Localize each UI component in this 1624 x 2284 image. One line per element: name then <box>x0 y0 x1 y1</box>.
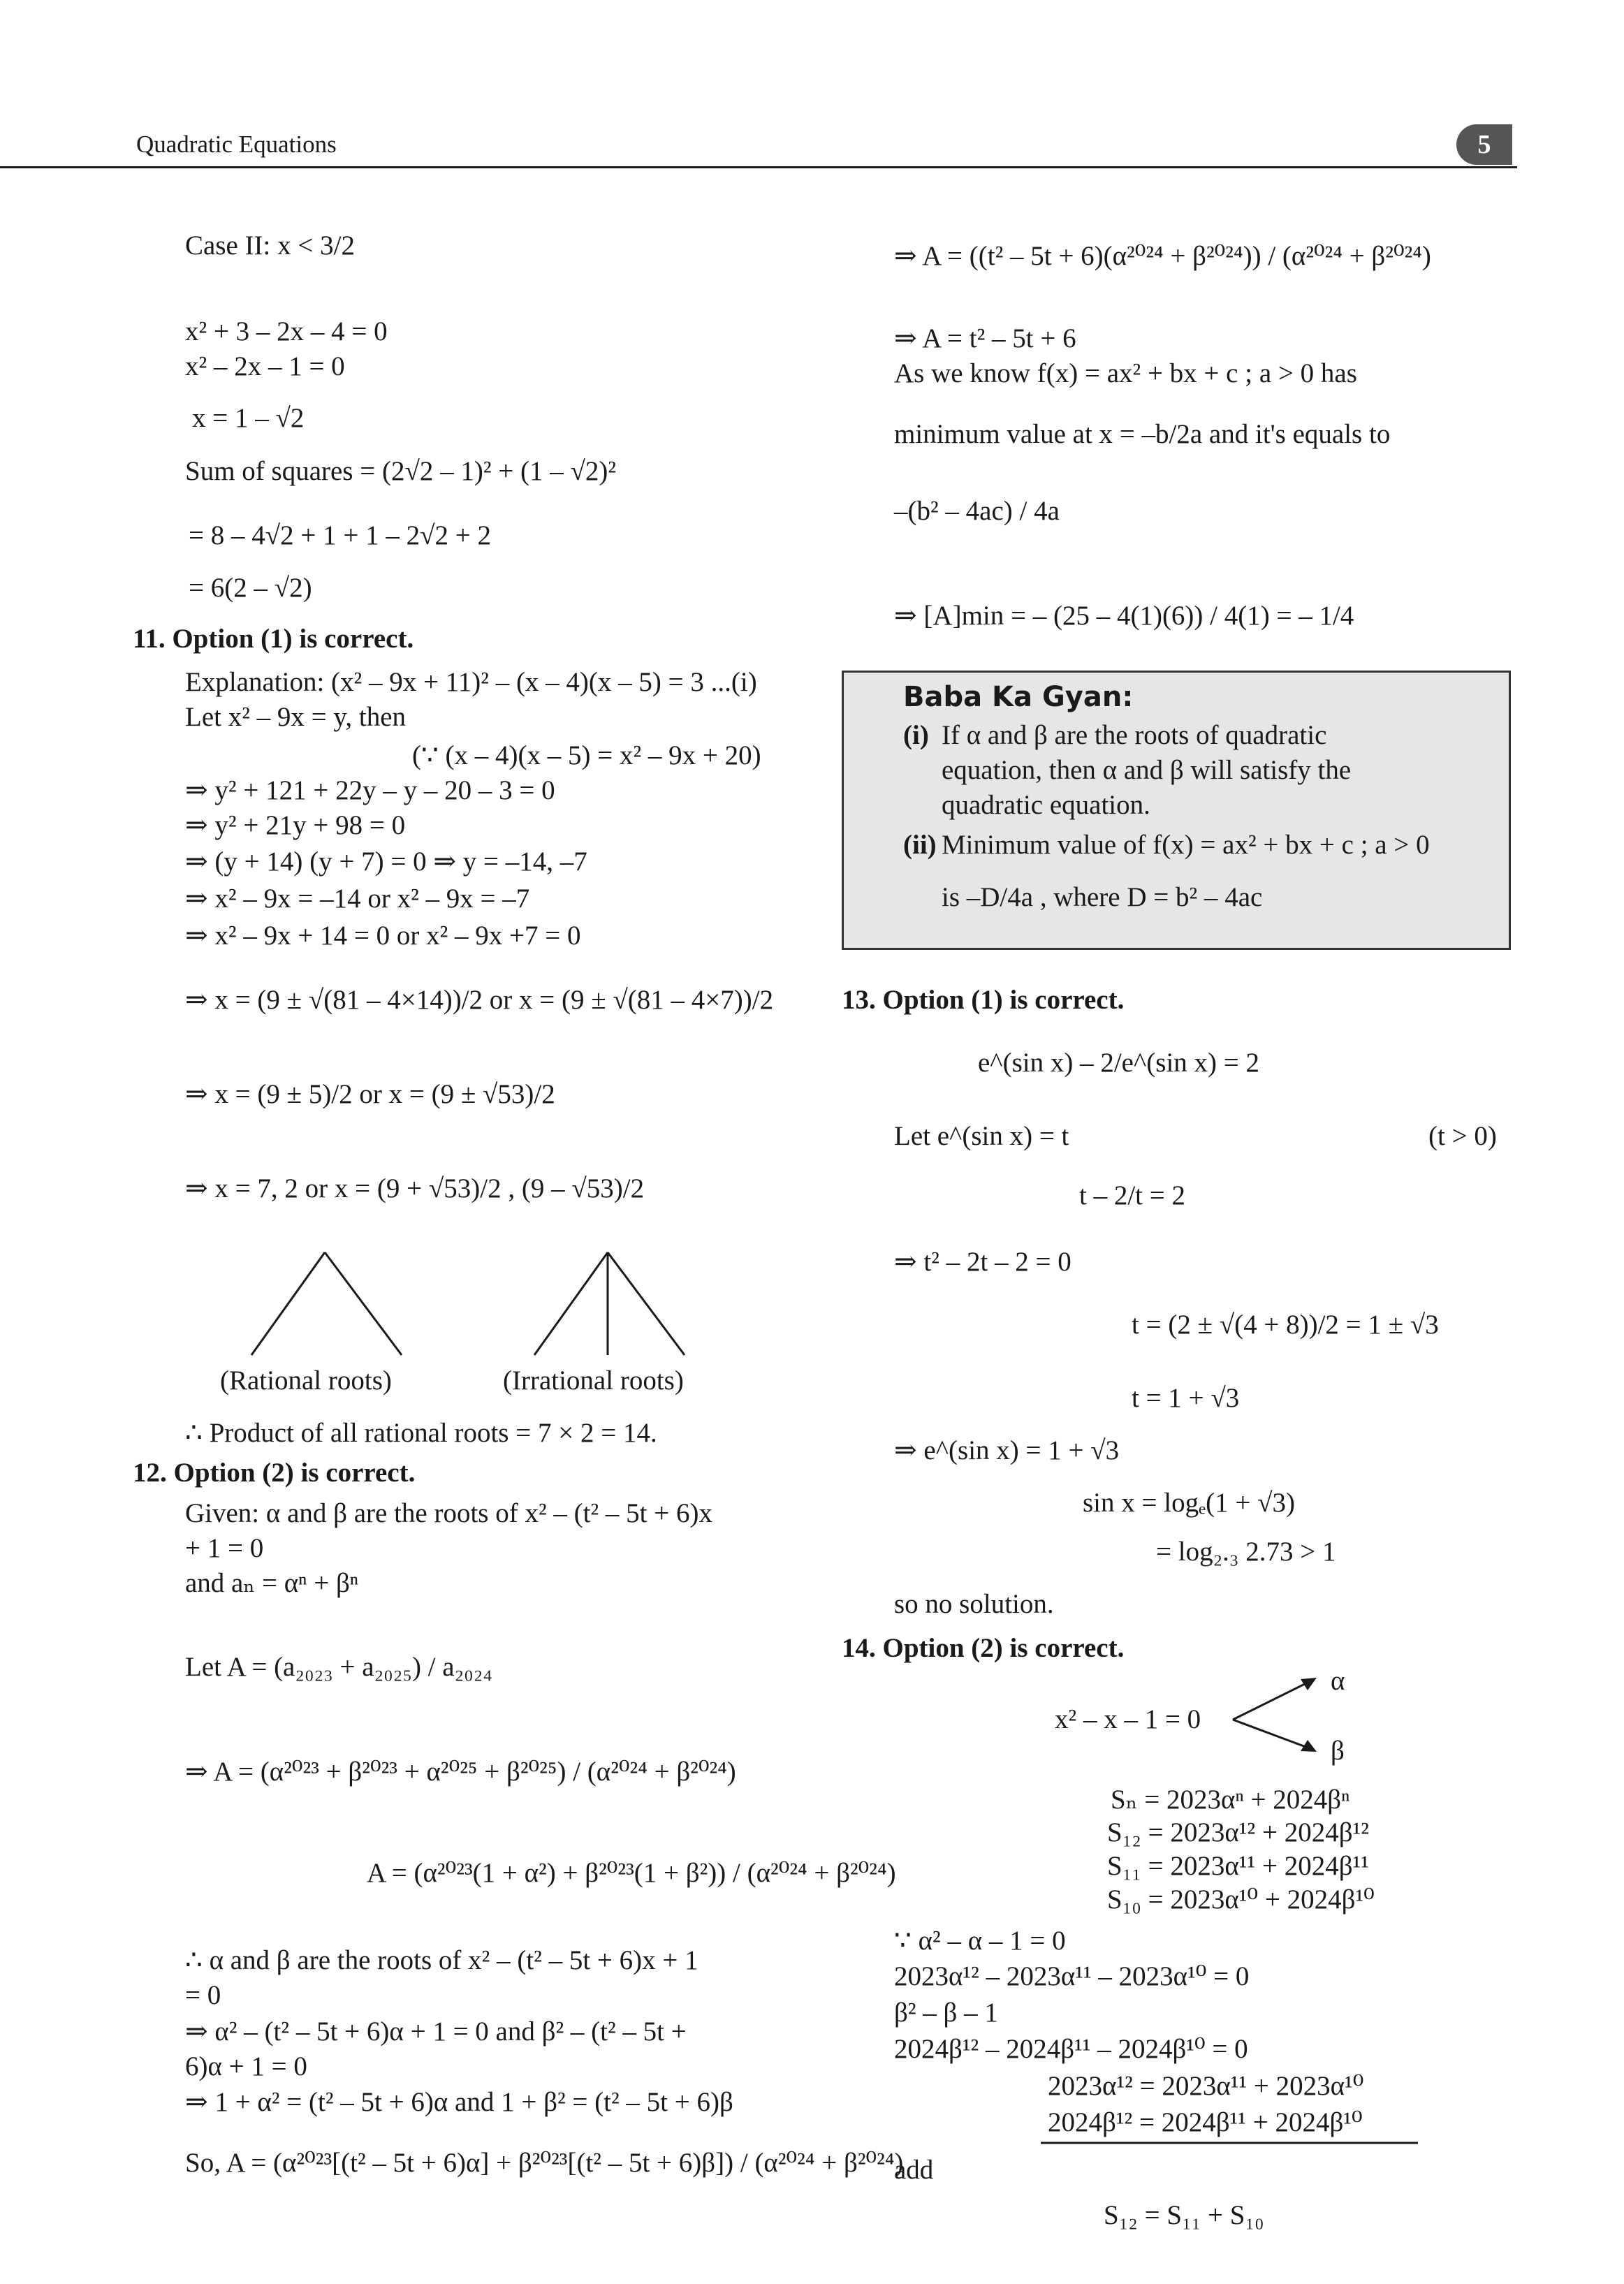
right-line-r01: ⇒ A = ((t² – 5t + 6)(α²⁰²⁴ + β²⁰²⁴)) / (α²⁰²⁴ + β²⁰²⁴) <box>894 241 1431 271</box>
right-line-r23: Sₙ = 2023αⁿ + 2024βⁿ <box>1111 1785 1350 1815</box>
right-line-r27: ∵ α² – α – 1 = 0 <box>894 1926 1066 1956</box>
right-line-r05: –(b² – 4ac) / 4a <box>894 496 1060 526</box>
right-line-r33: add <box>894 2155 934 2185</box>
right-line-r32: 2024β¹² = 2024β¹¹ + 2024β¹⁰ <box>1048 2107 1363 2137</box>
right-line-r12: ⇒ t² – 2t – 2 = 0 <box>894 1247 1071 1277</box>
gyan-item2-line2: is –D/4a , where D = b² – 4ac <box>942 882 1263 912</box>
gyan-item1-label: (i) <box>903 720 929 750</box>
left-line-l11: (∵ (x – 4)(x – 5) = x² – 9x + 20) <box>412 740 761 770</box>
left-line-l06: = 8 – 4√2 + 1 + 1 – 2√2 + 2 <box>189 520 492 550</box>
right-line-r10: (t > 0) <box>1428 1121 1497 1151</box>
right-line-r20: α <box>1331 1666 1345 1696</box>
gyan-title: Baba Ka Gyan: <box>903 681 1134 713</box>
right-line-r02: ⇒ A = t² – 5t + 6 <box>894 323 1076 353</box>
left-line-l08: 11. Option (1) is correct. <box>133 624 414 654</box>
gyan-item2-label: (ii) <box>903 830 937 860</box>
left-line-l12: ⇒ y² + 121 + 22y – y – 20 – 3 = 0 <box>185 775 555 805</box>
left-line-l07: = 6(2 – √2) <box>189 573 312 603</box>
left-line-l18: ⇒ x = (9 ± 5)/2 or x = (9 ± √53)/2 <box>185 1079 555 1109</box>
left-line-l21: (Irrational roots) <box>503 1366 684 1396</box>
gyan-item1-line1: If α and β are the roots of quadratic <box>942 720 1327 750</box>
right-line-r07: 13. Option (1) is correct. <box>842 985 1125 1015</box>
right-line-r16: sin x = logₑ(1 + √3) <box>1083 1488 1295 1518</box>
page-number-badge: 5 <box>1456 124 1512 165</box>
running-header-title: Quadratic Equations <box>136 131 337 158</box>
left-line-l02: x² + 3 – 2x – 4 = 0 <box>185 316 388 346</box>
left-line-l17: ⇒ x = (9 ± √(81 – 4×14))/2 or x = (9 ± √(81 – 4×7))/2 <box>185 985 774 1015</box>
baba-ka-gyan-box <box>842 671 1511 950</box>
left-line-l03: x² – 2x – 1 = 0 <box>185 351 345 381</box>
left-line-l15: ⇒ x² – 9x = –14 or x² – 9x = –7 <box>185 884 530 914</box>
left-line-l14: ⇒ (y + 14) (y + 7) = 0 ⇒ y = –14, –7 <box>185 847 587 877</box>
left-line-l23: 12. Option (2) is correct. <box>133 1458 416 1488</box>
right-line-r34: S₁₂ = S₁₁ + S₁₀ <box>1104 2200 1264 2230</box>
right-line-r26: S₁₀ = 2023α¹⁰ + 2024β¹⁰ <box>1107 1884 1375 1915</box>
right-line-r08: e^(sin x) – 2/e^(sin x) = 2 <box>978 1048 1260 1078</box>
left-line-l10: Let x² – 9x = y, then <box>185 702 407 732</box>
left-line-l13: ⇒ y² + 21y + 98 = 0 <box>185 810 406 840</box>
right-line-r24: S₁₂ = 2023α¹² + 2024β¹² <box>1107 1817 1369 1847</box>
right-line-r25: S₁₁ = 2023α¹¹ + 2024β¹¹ <box>1107 1851 1369 1881</box>
right-line-r15: ⇒ e^(sin x) = 1 + √3 <box>894 1435 1120 1465</box>
left-line-l25: + 1 = 0 <box>185 1533 264 1563</box>
right-line-r09: Let e^(sin x) = t <box>894 1121 1069 1151</box>
right-line-r06: ⇒ [A]min = – (25 – 4(1)(6)) / 4(1) = – 1/4 <box>894 601 1354 631</box>
left-line-l22: ∴ Product of all rational roots = 7 × 2 = 14. <box>185 1418 657 1448</box>
right-line-r28: 2023α¹² – 2023α¹¹ – 2023α¹⁰ = 0 <box>894 1961 1250 1991</box>
right-line-r30: 2024β¹² – 2024β¹¹ – 2024β¹⁰ = 0 <box>894 2034 1248 2064</box>
left-line-l28: ⇒ A = (α²⁰²³ + β²⁰²³ + α²⁰²⁵ + β²⁰²⁵) / (α²⁰²⁴ + β²⁰²⁴) <box>185 1757 736 1787</box>
left-line-l09: Explanation: (x² – 9x + 11)² – (x – 4)(x – 5) = 3 ...(i) <box>185 667 757 697</box>
left-line-l19: ⇒ x = 7, 2 or x = (9 + √53)/2 , (9 – √53)/2 <box>185 1173 645 1203</box>
right-line-r03: As we know f(x) = ax² + bx + c ; a > 0 has <box>894 358 1357 388</box>
right-line-r18: so no solution. <box>894 1589 1054 1619</box>
left-line-l35: So, A = (α²⁰²³[(t² – 5t + 6)α] + β²⁰²³[(t² – 5t + 6)β]) / (α²⁰²⁴ + β²⁰²⁴) <box>185 2148 904 2178</box>
right-line-r14: t = 1 + √3 <box>1132 1383 1240 1413</box>
left-line-l01: Case II: x < 3/2 <box>185 230 355 261</box>
left-line-l04: x = 1 – √2 <box>192 403 305 433</box>
left-line-l05: Sum of squares = (2√2 – 1)² + (1 – √2)² <box>185 456 617 486</box>
gyan-item1-line2: equation, then α and β will satisfy the <box>942 755 1352 785</box>
gyan-item1-line3: quadratic equation. <box>942 790 1150 820</box>
left-line-l20: (Rational roots) <box>220 1366 392 1396</box>
right-line-r19: 14. Option (2) is correct. <box>842 1633 1125 1663</box>
right-line-r11: t – 2/t = 2 <box>1079 1180 1186 1210</box>
right-line-r29: β² – β – 1 <box>894 1998 998 2028</box>
left-line-l29: A = (α²⁰²³(1 + α²) + β²⁰²³(1 + β²)) / (α²⁰²⁴ + β²⁰²⁴) <box>367 1858 896 1888</box>
left-line-l16: ⇒ x² – 9x + 14 = 0 or x² – 9x +7 = 0 <box>185 921 581 951</box>
right-line-r21: x² – x – 1 = 0 <box>1055 1704 1201 1734</box>
left-line-l32: ⇒ α² – (t² – 5t + 6)α + 1 = 0 and β² – (t² – 5t + <box>185 2016 687 2047</box>
right-line-r04: minimum value at x = –b/2a and it's equals to <box>894 419 1391 449</box>
left-line-l30: ∴ α and β are the roots of x² – (t² – 5t + 6)x + 1 <box>185 1945 698 1975</box>
left-line-l26: and aₙ = αⁿ + βⁿ <box>185 1568 359 1598</box>
right-line-r31: 2023α¹² = 2023α¹¹ + 2023α¹⁰ <box>1048 2071 1364 2101</box>
right-line-r17: = log₂.₃ 2.73 > 1 <box>1156 1537 1336 1567</box>
left-line-l24: Given: α and β are the roots of x² – (t² – 5t + 6)x <box>185 1498 712 1528</box>
gyan-item2-line1: Minimum value of f(x) = ax² + bx + c ; a > 0 <box>942 830 1430 860</box>
left-line-l31: = 0 <box>185 1980 221 2010</box>
left-line-l34: ⇒ 1 + α² = (t² – 5t + 6)α and 1 + β² = (t² – 5t + 6)β <box>185 2087 733 2117</box>
left-line-l27: Let A = (a₂₀₂₃ + a₂₀₂₅) / a₂₀₂₄ <box>185 1652 492 1682</box>
left-line-l33: 6)α + 1 = 0 <box>185 2051 307 2081</box>
right-line-r13: t = (2 ± √(4 + 8))/2 = 1 ± √3 <box>1132 1310 1439 1340</box>
right-line-r22: β <box>1331 1736 1345 1766</box>
